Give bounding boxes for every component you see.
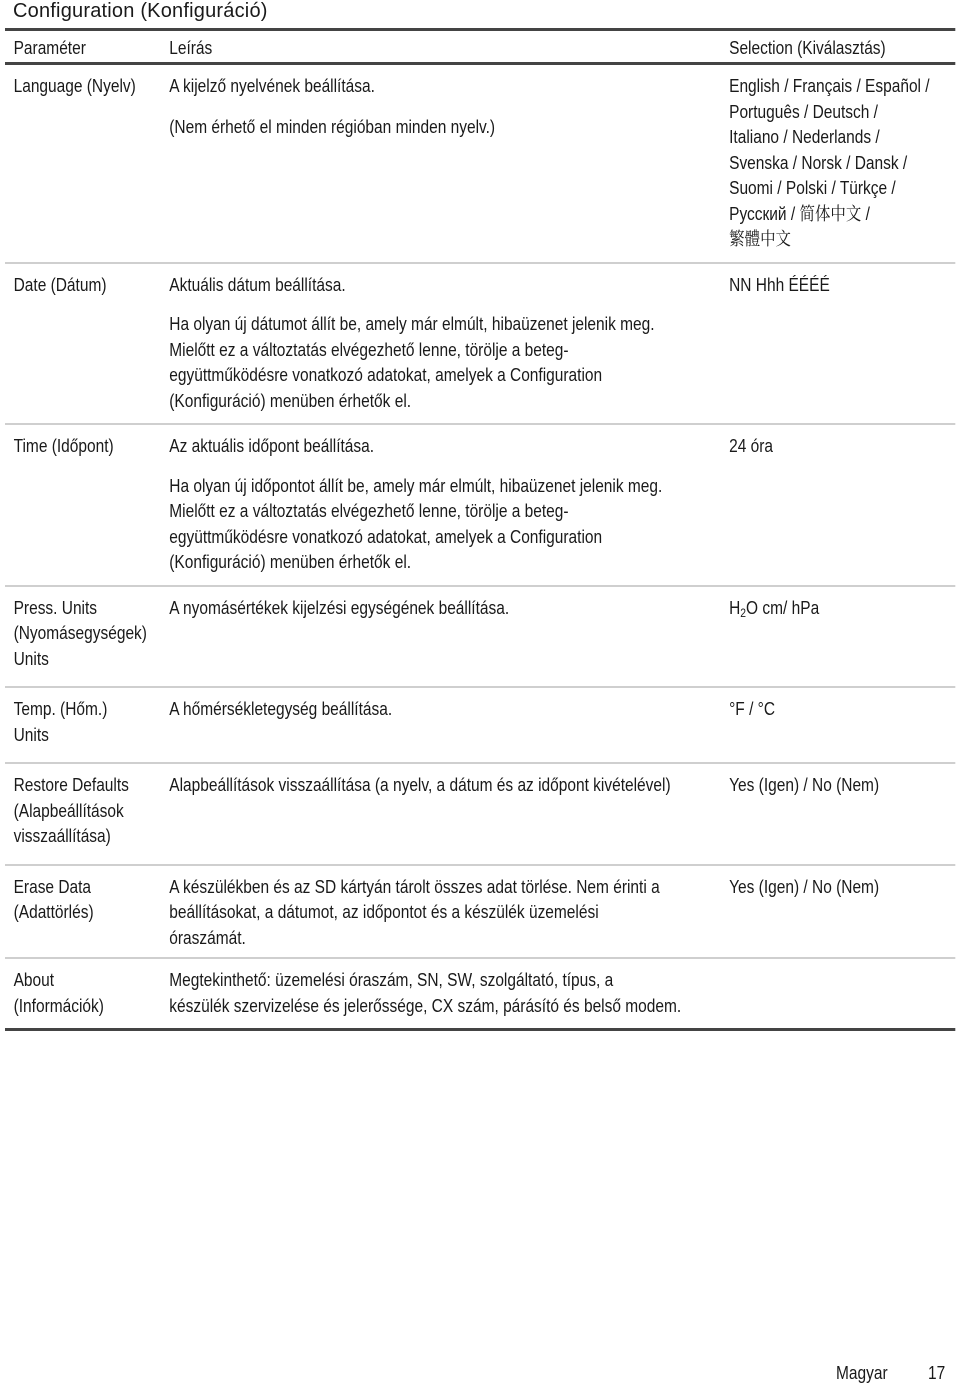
param-text: (Alapbeállítások [13, 800, 124, 821]
param-text: Units [13, 724, 49, 745]
param-text: Restore Defaults [13, 775, 129, 795]
desc-text: Megtekinthető: üzemelési óraszám, SN, SW, szolgáltató, típus, a [169, 970, 614, 990]
sel-rest: O cm/ hPa [746, 597, 820, 618]
desc-text: Az aktuális időpont beállítása. [169, 436, 375, 456]
desc-text: A kijelző nyelvének beállítása. [169, 76, 375, 96]
page-number: 17 [928, 1363, 946, 1383]
desc-text: készülék szervizelése és jelerőssége, CX szám, párásító és belső modem. [169, 995, 682, 1016]
table-row-restore-defaults [5, 764, 955, 866]
param-text: (Nyomásegységek) [13, 623, 147, 643]
sel-text: °F / °C [729, 699, 776, 719]
param-cell [5, 596, 169, 673]
desc-text: (Konfiguráció) menüben érhetők el. [169, 552, 412, 572]
desc-text: beállításokat, a dátumot, az időpontot és a készülék üzemelési [169, 902, 599, 922]
desc-text: A nyomásértékek kijelzési egységének beállítása. [169, 597, 510, 618]
table-header [5, 28, 955, 65]
sel-text: NN Hhh ÉÉÉÉ [729, 274, 830, 295]
desc-text: Ha olyan új dátumot állít be, amely már elmúlt, hibaüzenet jelenik meg. [169, 314, 655, 334]
desc-cell [169, 434, 729, 576]
spacer [169, 460, 729, 474]
desc-text: óraszámát. [169, 927, 246, 948]
desc-text: Mielőtt ez a változtatás elvégezhető lenne, törölje a beteg- [169, 339, 569, 360]
param-cell [5, 434, 169, 576]
desc-cell [169, 697, 729, 748]
param-text: Erase Data [13, 876, 92, 897]
table-row-language [5, 65, 955, 264]
desc-text: (Konfiguráció) menüben érhetők el. [169, 390, 412, 411]
footer-language: Magyar [836, 1363, 888, 1383]
sel-cell [729, 596, 955, 673]
desc-text: A készülékben és az SD kártyán tárolt összes adat törlése. Nem érinti a [169, 876, 660, 897]
sel-cell [729, 697, 955, 748]
param-cell [5, 773, 169, 850]
desc-text: A hőmérsékletegység beállítása. [169, 699, 393, 719]
param-cell [5, 875, 169, 952]
sel-text: Italiano / Nederlands / [729, 127, 880, 147]
param-cell [5, 273, 169, 415]
desc-text: együttműködésre vonatkozó adatokat, amelyek a Configuration [169, 526, 603, 547]
param-text: Temp. (Hőm.) [13, 699, 108, 719]
desc-cell [169, 74, 729, 253]
header-description: Leírás [169, 38, 213, 58]
page-title: Configuration (Konfiguráció) [13, 0, 268, 22]
sel-cell [729, 773, 955, 850]
desc-text: (Nem érhető el minden régióban minden nyelv.) [169, 116, 496, 137]
desc-text: Ha olyan új időpontot állít be, amely már elmúlt, hibaüzenet jelenik meg. [169, 475, 663, 496]
param-cell [5, 74, 169, 253]
sel-cell [729, 74, 955, 253]
desc-text: együttműködésre vonatkozó adatokat, amelyek a Configuration [169, 365, 603, 385]
sel-h: H [729, 597, 741, 618]
param-text: visszaállítása) [13, 826, 111, 846]
table-row-temp [5, 688, 955, 764]
param-cell [5, 697, 169, 748]
param-cell [5, 968, 169, 1019]
sel-text: Svenska / Norsk / Dansk / [729, 152, 908, 173]
param-text: (Információk) [13, 995, 104, 1016]
sel-text: Yes (Igen) / No (Nem) [729, 876, 880, 897]
desc-cell [169, 875, 729, 952]
sel-cell [729, 434, 955, 576]
sel-text: Português / Deutsch / [729, 101, 878, 122]
sel-subscript: 2 [740, 605, 747, 620]
param-text: Press. Units [13, 597, 98, 618]
desc-text: Mielőtt ez a változtatás elvégezhető lenne, törölje a beteg- [169, 501, 569, 521]
desc-cell [169, 773, 729, 850]
desc-text: Aktuális dátum beállítása. [169, 274, 346, 295]
table-row-about [5, 959, 955, 1031]
param-text: Units [13, 648, 49, 669]
table-row-time [5, 425, 955, 587]
param-text: (Adattörlés) [13, 902, 94, 922]
desc-cell [169, 596, 729, 673]
sel-text: Русский / 简体中文 / [729, 203, 870, 224]
table-row-press-units [5, 587, 955, 689]
spacer [169, 298, 729, 312]
sel-cell [729, 968, 955, 1019]
sel-cell [729, 273, 955, 415]
table-row-erase-data [5, 866, 955, 960]
desc-text: Alapbeállítások visszaállítása (a nyelv, a dátum és az időpont kivételével) [169, 775, 671, 795]
param-text: Time (Időpont) [13, 436, 114, 456]
param-text: About [13, 970, 55, 990]
sel-text [729, 596, 955, 622]
header-parameter: Paraméter [13, 38, 86, 58]
sel-text: 24 óra [729, 436, 774, 456]
sel-text: Suomi / Polski / Türkçe / [729, 178, 896, 198]
desc-cell [169, 968, 729, 1019]
sel-text: English / Français / Español / [729, 76, 930, 96]
sel-text: Yes (Igen) / No (Nem) [729, 775, 880, 795]
param-text: Date (Dátum) [13, 274, 107, 295]
header-selection: Selection (Kiválasztás) [729, 38, 886, 58]
desc-cell [169, 273, 729, 415]
configuration-table [5, 28, 955, 1031]
table-row-date [5, 264, 955, 426]
sel-text: 繁體中文 [729, 229, 792, 249]
param-text: Language (Nyelv) [13, 76, 136, 96]
sel-cell [729, 875, 955, 952]
